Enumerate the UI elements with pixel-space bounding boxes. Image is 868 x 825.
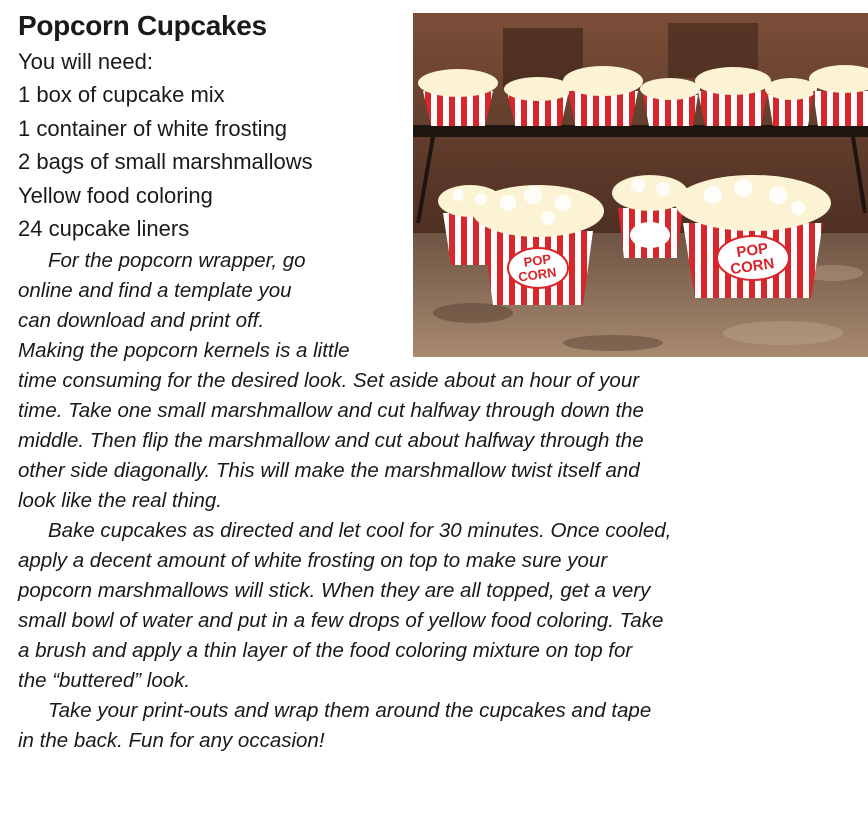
text-line: Making the popcorn kernels is a little xyxy=(18,339,350,362)
ingredient-item: 1 box of cupcake mix xyxy=(18,82,225,108)
ingredient-item: 2 bags of small marshmallows xyxy=(18,149,313,175)
ingredient-item: 24 cupcake liners xyxy=(18,216,190,242)
text-line: middle. Then flip the marshmallow and cut about halfway through the xyxy=(18,429,644,452)
text-line: Take your print-outs and wrap them around the cupcakes and tape xyxy=(48,699,652,722)
recipe-title: Popcorn Cupcakes xyxy=(18,10,267,41)
recipe-instructions xyxy=(18,246,868,756)
text-line: in the back. Fun for any occasion! xyxy=(18,729,325,752)
text-line: time consuming for the desired look. Set aside about an hour of your xyxy=(18,369,640,392)
ingredient-item: Yellow food coloring xyxy=(18,182,213,208)
text-line: time. Take one small marshmallow and cut halfway through down the xyxy=(18,399,644,422)
text-line: Bake cupcakes as directed and let cool for 30 minutes. Once cooled, xyxy=(48,519,672,542)
text-line: look like the real thing. xyxy=(18,489,222,512)
text-line: the “buttered” look. xyxy=(18,669,191,692)
ingredients-intro: You will need: xyxy=(18,49,153,74)
text-line: small bowl of water and put in a few drops of yellow food coloring. Take xyxy=(18,609,664,632)
text-line: can download and print off. xyxy=(18,309,265,332)
text-line: other side diagonally. This will make the marshmallow twist itself and xyxy=(18,459,640,482)
text-line: a brush and apply a thin layer of the food coloring mixture on top for xyxy=(18,639,633,662)
wrapper-label-top: POP xyxy=(522,251,553,270)
ingredient-list xyxy=(18,45,313,245)
text-line: online and find a template you xyxy=(18,279,292,302)
wrapper-label-top: POP xyxy=(735,239,770,262)
ingredient-item: 1 container of white frosting xyxy=(18,115,288,141)
wrapper-label-bottom: CORN xyxy=(517,264,558,285)
text-line: apply a decent amount of white frosting on top to make sure your xyxy=(18,549,608,572)
wrapper-label-bottom: CORN xyxy=(729,255,776,279)
text-line: popcorn marshmallows will stick. When they are all topped, get a very xyxy=(18,579,651,602)
text-line: For the popcorn wrapper, go xyxy=(48,249,306,272)
